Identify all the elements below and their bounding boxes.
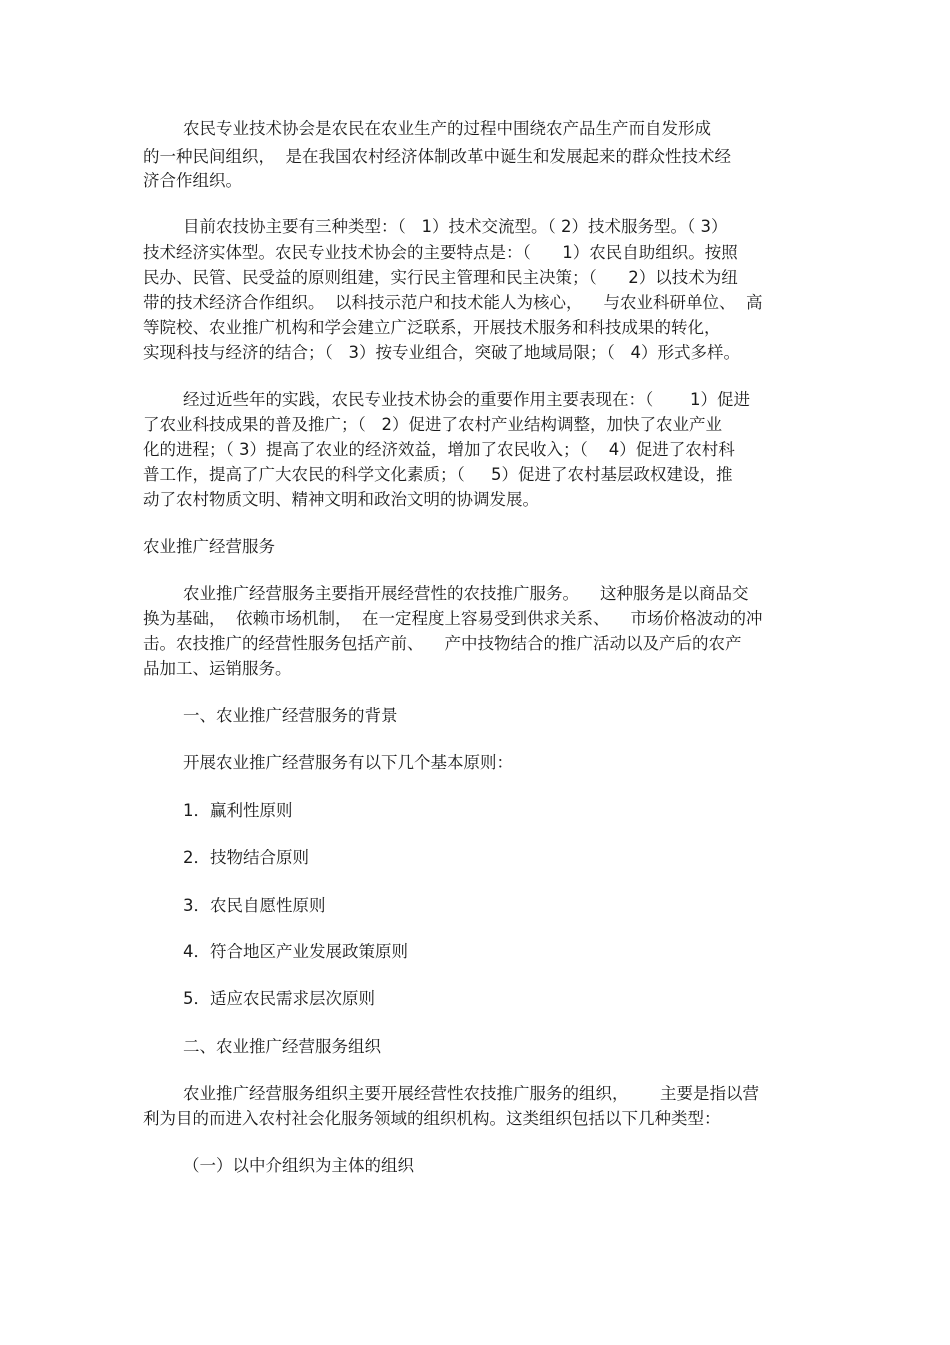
text-line: 民办、民管、民受益的原则组建，实行民主管理和民主决策；（ 2）以技术为纽 bbox=[143, 268, 738, 287]
section-heading: 农业推广经营服务 bbox=[143, 537, 275, 556]
list-item: 4．符合地区产业发展政策原则 bbox=[183, 942, 408, 961]
text-line: 等院校、农业推广机构和学会建立广泛联系，开展技术服务和科技成果的转化， bbox=[143, 318, 721, 337]
text-line: 换为基础， 依赖市场机制， 在一定程度上容易受到供求关系、 市场价格波动的冲 bbox=[143, 609, 763, 628]
text-line: 农业推广经营服务组织主要开展经营性农技推广服务的组织， 主要是指以营 bbox=[183, 1084, 759, 1103]
text-line: 技术经济实体型。农民专业技术协会的主要特点是：（ 1）农民自助组织。按照 bbox=[143, 243, 738, 262]
text-line: 农业推广经营服务主要指开展经营性的农技推广服务。 这种服务是以商品交 bbox=[183, 584, 749, 603]
text-line: 的一种民间组织， 是在我国农村经济体制改革中诞生和发展起来的群众性技术经 bbox=[143, 147, 731, 166]
list-item: 3．农民自愿性原则 bbox=[183, 896, 326, 915]
text-line: 击。农技推广的经营性服务包括产前、 产中技物结合的推广活动以及产后的农产 bbox=[143, 634, 742, 653]
text-line: 品加工、运销服务。 bbox=[143, 659, 292, 678]
text-line: 普工作，提高了广大农民的科学文化素质；（ 5）促进了农村基层政权建设，推 bbox=[143, 465, 733, 484]
text-line: 利为目的而进入农村社会化服务领域的组织机构。这类组织包括以下几种类型： bbox=[143, 1109, 721, 1128]
list-item: 1．赢利性原则 bbox=[183, 801, 293, 820]
text-line: 目前农技协主要有三种类型：（ 1）技术交流型。（ 2）技术服务型。（ 3） bbox=[183, 217, 728, 236]
text-line: 农民专业技术协会是农民在农业生产的过程中围绕农产品生产而自发形成 bbox=[183, 119, 711, 138]
text-line: 化的进程；（ 3）提高了农业的经济效益，增加了农民收入；（ 4）促进了农村科 bbox=[143, 440, 735, 459]
section-heading: 一、农业推广经营服务的背景 bbox=[183, 706, 398, 725]
text-line: 了农业科技成果的普及推广；（ 2）促进了农村产业结构调整，加快了农业产业 bbox=[143, 415, 722, 434]
list-item: 2．技物结合原则 bbox=[183, 848, 309, 867]
text-line: 经过近些年的实践，农民专业技术协会的重要作用主要表现在：（ 1）促进 bbox=[183, 390, 750, 409]
sub-heading: （一）以中介组织为主体的组织 bbox=[183, 1156, 414, 1175]
text-line: 动了农村物质文明、精神文明和政治文明的协调发展。 bbox=[143, 490, 539, 509]
text-line: 带的技术经济合作组织。 以科技示范户和技术能人为核心， 与农业科研单位、 高 bbox=[143, 293, 763, 312]
section-heading: 二、农业推广经营服务组织 bbox=[183, 1037, 381, 1056]
text-line: 济合作组织。 bbox=[143, 171, 242, 190]
list-item: 5．适应农民需求层次原则 bbox=[183, 989, 375, 1008]
text-line: 开展农业推广经营服务有以下几个基本原则： bbox=[183, 753, 513, 772]
text-line: 实现科技与经济的结合；（ 3）按专业组合，突破了地域局限；（ 4）形式多样。 bbox=[143, 343, 740, 362]
